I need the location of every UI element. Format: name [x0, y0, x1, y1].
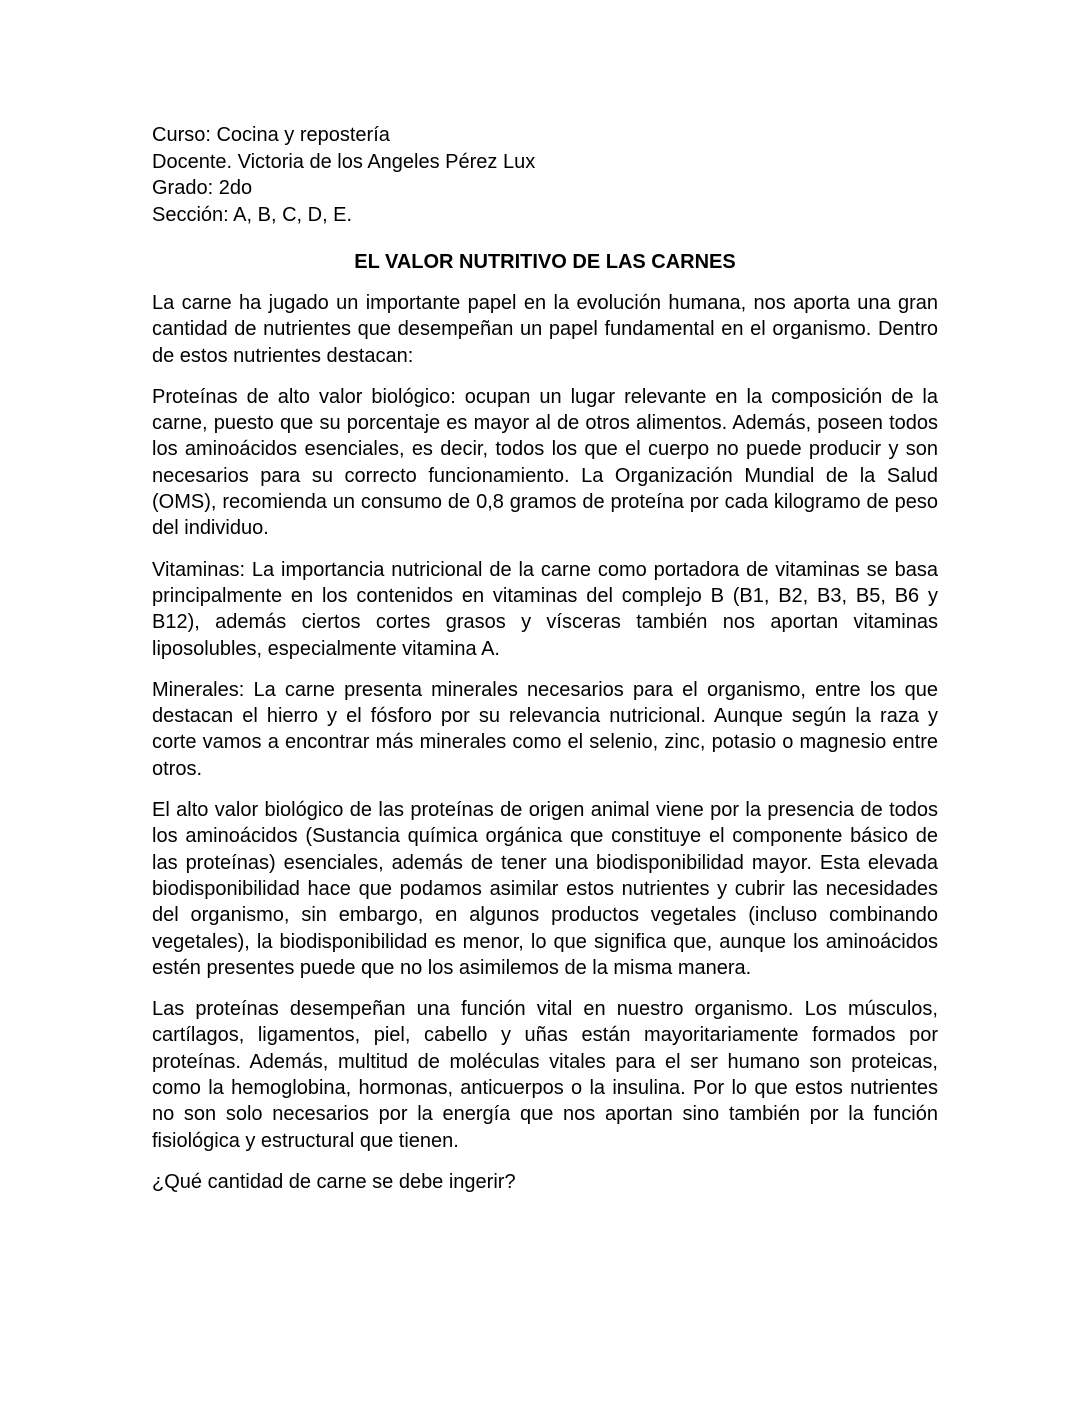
- document-page: [152, 122, 938, 1210]
- course-line: Curso: Cocina y repostería: [152, 124, 390, 146]
- document-title: EL VALOR NUTRITIVO DE LAS CARNES: [354, 251, 736, 273]
- paragraph-biological-value: El alto valor biológico de las proteínas de origen animal viene por la presencia de todos los aminoácidos (Sustancia química orgánica que constituye el componente básico de las proteínas) esenciales, además de tener una biodisponibilidad mayor. Esta elevada biodisponibilidad hace que podamos asimilar estos nutrientes y cubrir las necesidades del organismo, sin embargo, en algunos productos vegetales (incluso combinando vegetales), la biodisponibilidad es menor, lo que significa que, aunque los aminoácidos estén presentes puede que no los asimilemos de la misma manera.: [152, 799, 938, 979]
- section-line: Sección: A, B, C, D, E.: [152, 203, 353, 226]
- paragraph-intro: La carne ha jugado un importante papel en la evolución humana, nos aporta una gran cantidad de nutrientes que desempeñan un papel fundamental en el organismo. Dentro de estos nutrientes destacan:: [152, 292, 938, 367]
- teacher-line: Docente. Victoria de los Angeles Pérez Lux: [152, 150, 536, 173]
- paragraph-vitamins: Vitaminas: La importancia nutricional de la carne como portadora de vitaminas se basa principalmente en los contenidos en vitaminas del complejo B (B1, B2, B3, B5, B6 y B12), además ciertos cortes grasos y vísceras también nos aportan vitaminas liposolubles, especialmente vitamina A.: [152, 558, 938, 660]
- paragraph-protein-function: Las proteínas desempeñan una función vital en nuestro organismo. Los músculos, cartílagos, ligamentos, piel, cabello y uñas están mayoritariamente formados por proteínas. Además, multitud de moléculas vitales para el ser humano son proteicas, como la hemoglobina, hormonas, anticuerpos o la insulina. Por lo que estos nutrientes no son solo necesarios por la energía que nos aportan sino también por la función fisiológica y estructural que tienen.: [152, 998, 938, 1152]
- paragraph-proteins: Proteínas de alto valor biológico: ocupan un lugar relevante en la composición de la carne, puesto que su porcentaje es mayor al de otros alimentos. Además, poseen todos los aminoácidos esenciales, es decir, todos los que el cuerpo no puede producir y son necesarios para su correcto funcionamiento. La Organización Mundial de la Salud (OMS), recomienda un consumo de 0,8 gramos de proteína por cada kilogramo de peso del individuo.: [152, 385, 938, 540]
- paragraph-minerals: Minerales: La carne presenta minerales necesarios para el organismo, entre los que destacan el hierro y el fósforo por su relevancia nutricional. Aunque según la raza y corte vamos a encontrar más minerales como el selenio, zinc, potasio o magnesio entre otros.: [152, 678, 938, 780]
- paragraph-question: ¿Qué cantidad de carne se debe ingerir?: [152, 1170, 516, 1193]
- document-header: [152, 122, 938, 228]
- grade-line: Grado: 2do: [152, 177, 253, 199]
